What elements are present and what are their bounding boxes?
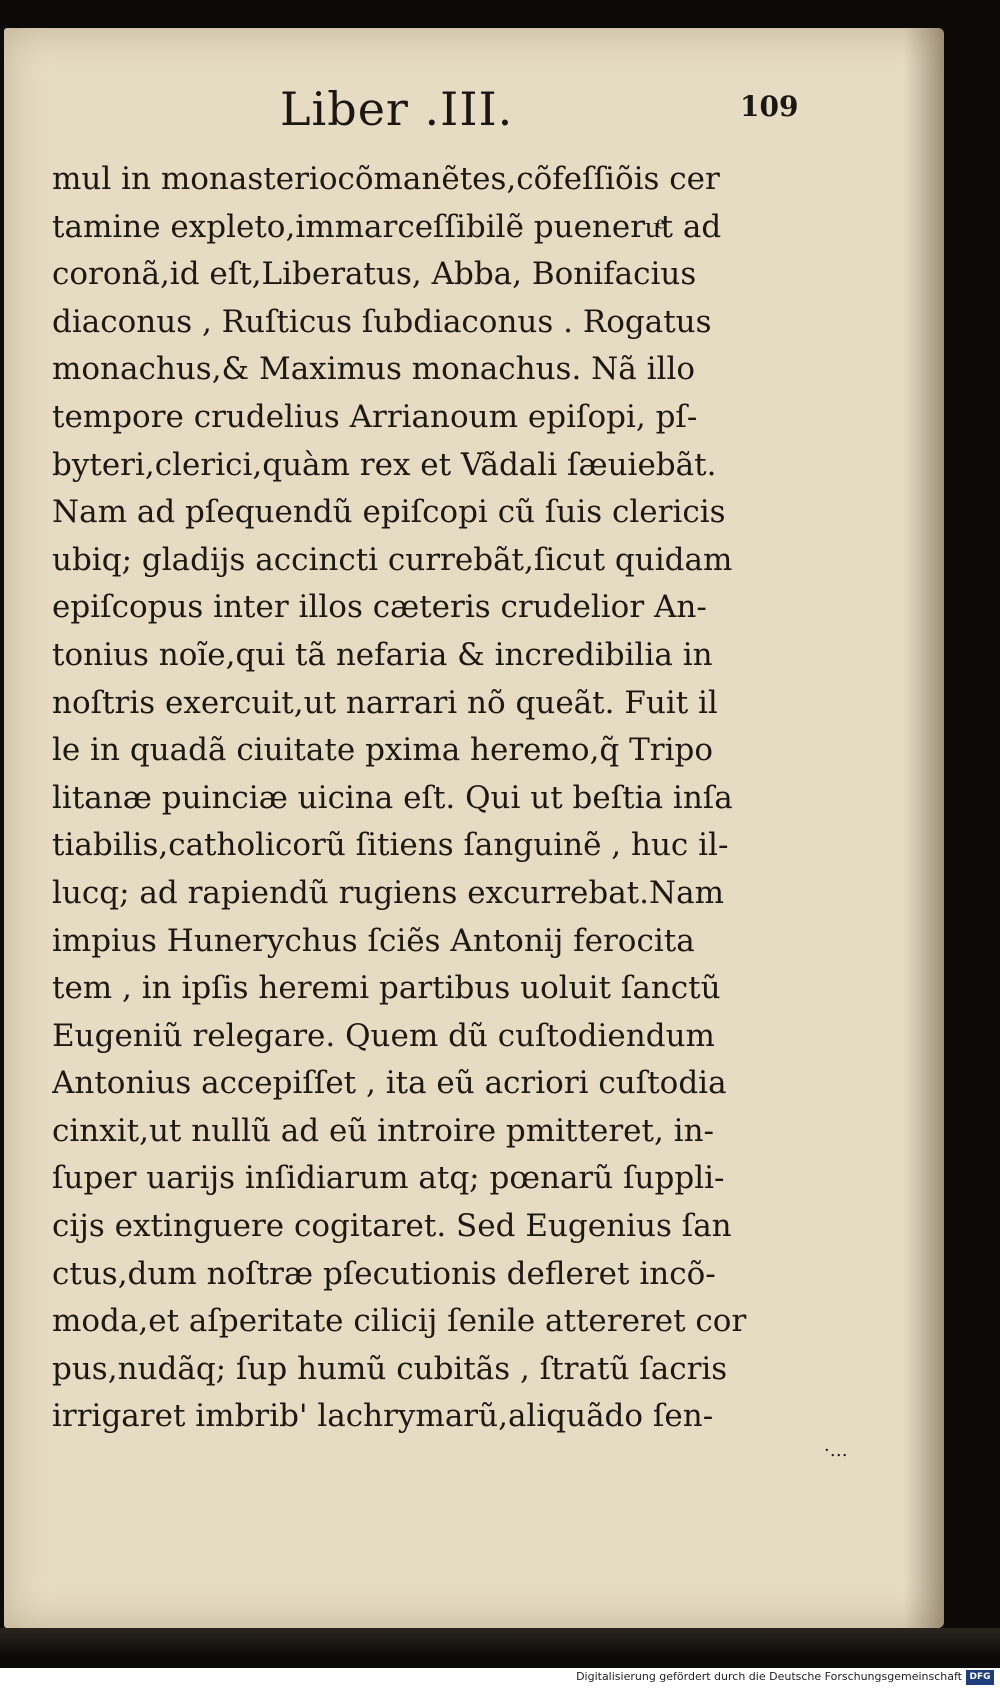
book-edge (0, 1628, 1000, 1658)
text-line: tem , in ipſis heremi partibus uoluit ſanctũ (52, 970, 721, 1007)
text-line: ubiq; gladijs accincti currebãt,ſicut quidam (52, 541, 733, 578)
text-line: impius Hunerychus ſciẽs Antonij ferocita (52, 922, 695, 959)
page-edge-shadow (904, 28, 944, 1628)
text-line: tonius noĩe,qui tã nefaria & incredibilia in (52, 636, 713, 673)
running-head: Liber .III. (280, 82, 514, 136)
text-line: moda,et aſperitate cilicij ſenile attereret cor (52, 1303, 747, 1340)
text-line: litanæ puinciæ uicina eſt. Qui ut beſtia inſa (52, 779, 733, 816)
text-line: irrigaret imbrib' lachrymarũ,aliquãdo ſen- (52, 1398, 714, 1435)
text-line: tamine expleto,immarceſſibilẽ pueneruͤt ad (52, 208, 722, 245)
text-line: cinxit,ut nullũ ad eũ introire pmitteret, in- (52, 1112, 715, 1149)
text-line: monachus,& Maximus monachus. Nã illo (52, 351, 696, 388)
text-line: tiabilis,catholicorũ ſitiens ſanguinẽ , huc il- (52, 827, 729, 864)
text-line: Eugeniũ relegare. Quem dũ cuſtodiendum (52, 1017, 715, 1054)
text-line: epiſcopus inter illos cæteris crudelior An- (52, 589, 707, 626)
text-line: Nam ad pſequendũ epiſcopi cũ ſuis clericis (52, 494, 726, 531)
text-line: diaconus , Ruſticus ſubdiaconus . Rogatus (52, 303, 712, 340)
text-line: tempore crudelius Arrianoum epiſopi, pſ- (52, 398, 698, 435)
folio-number: 109 (740, 90, 799, 123)
funding-notice: Digitalisierung gefördert durch die Deutsche Forschungsgemeinschaft (576, 1670, 962, 1683)
text-line: cijs extinguere cogitaret. Sed Eugenius ſan (52, 1208, 732, 1245)
text-line: mul in monasteriocõmanẽtes,cõfeſſiõis cer (52, 161, 720, 197)
footer-bar (0, 1668, 1000, 1689)
text-line: le in quadã ciuitate pxima heremo,q̃ Tripo (52, 732, 714, 769)
text-line: ctus,dum noſtræ pſecutionis defleret incõ- (52, 1255, 716, 1292)
text-line: byteri,clerici,quàm rex et Vãdali ſæuiebãt. (52, 446, 717, 483)
text-line: lucq; ad rapiendũ rugiens excurrebat.Nam (52, 874, 724, 911)
text-line: coronã,id eſt,Liberatus, Abba, Bonifacius (52, 256, 697, 293)
text-line: pus,nudãq; ſup humũ cubitãs , ſtratũ ſacris (52, 1350, 728, 1387)
text-line: ſuper uarijs inſidiarum atq; pœnarũ ſuppli- (52, 1160, 725, 1197)
text-line: Antonius accepiſſet , ita eũ acriori cuſtodia (52, 1065, 727, 1102)
catchword: ·… (824, 1440, 848, 1461)
dfg-logo: DFG (966, 1670, 994, 1685)
page-body-text (52, 156, 822, 1441)
text-line: noſtris exercuit,ut narrari nõ queãt. Fuit il (52, 684, 718, 721)
